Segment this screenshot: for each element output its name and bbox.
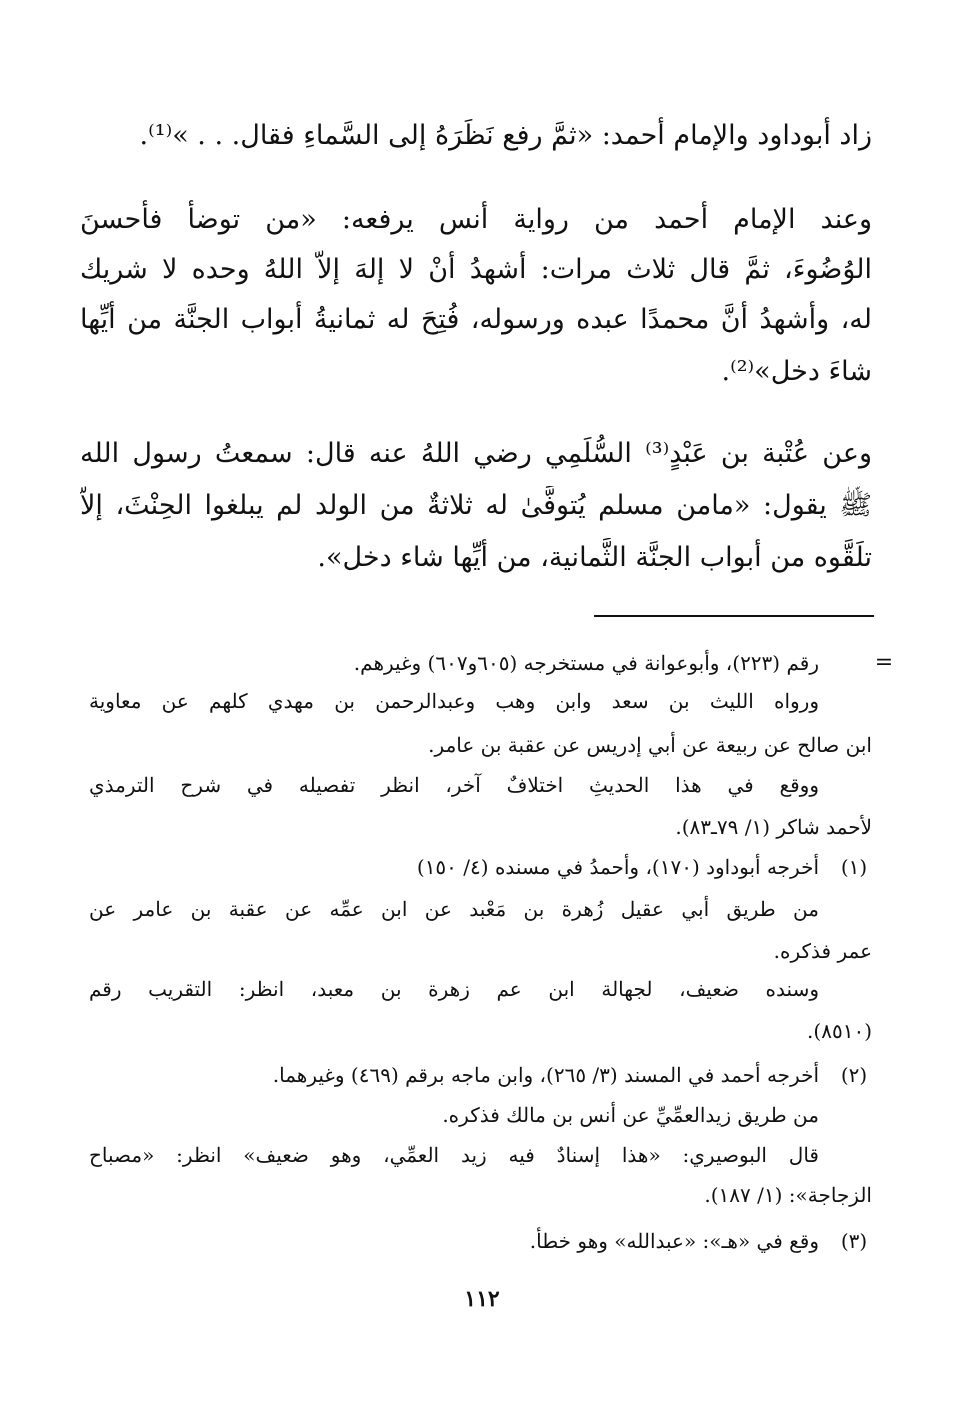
footnote-line: أخرجه أحمد في المسند (٣/ ٢٦٥)، وابن ماجه برقم (٤٦٩) وغيرهما. xyxy=(272,1063,819,1087)
footnote-line: من طريق زيدالعمِّيِّ عن أنس بن مالك فذكره. xyxy=(442,1103,819,1127)
footnote-number: (٣) xyxy=(840,1229,868,1253)
footnote-continuation-marker: = xyxy=(874,650,894,675)
footnote-line: قال البوصيري: «هذا إسنادٌ فيه زيد العمِّي، وهو ضعيف» انظر: «مصباح xyxy=(89,1143,819,1167)
main-text-line: شاءَ دخل»⁽²⁾. xyxy=(721,356,872,387)
footnote-line: (٨٥١٠). xyxy=(807,1019,872,1043)
footnote-line: عمر فذكره. xyxy=(773,939,872,963)
footnote-line: ورواه الليث بن سعد وابن وهب وعبدالرحمن بن مهدي كلهم عن معاوية xyxy=(89,689,819,713)
page-number: ١١٢ xyxy=(464,1286,500,1312)
footnote-line: الزجاجة»: (١/ ١٨٧). xyxy=(704,1183,872,1207)
main-text-line: الوُضُوءَ، ثمَّ قال ثلاث مرات: أشهدُ أنْ لا إلهَ إلاَّ اللهُ وحده لا شريك xyxy=(80,254,872,285)
main-text-line: ﷺ يقول: «مامن مسلم يُتوفَّىٰ له ثلاثةٌ من الولد لم يبلغوا الحِنْثَ، إلاَّ xyxy=(80,490,872,521)
footnote-line: لأحمد شاكر (١/ ٧٩ـ٨٣). xyxy=(675,815,872,839)
footnote-number: (٢) xyxy=(840,1063,868,1087)
footnote-separator xyxy=(594,615,874,617)
footnote-line: ووقع في هذا الحديثِ اختلافٌ آخر، انظر تفصيله في شرح الترمذي xyxy=(89,773,819,797)
footnote-number: (١) xyxy=(840,855,868,879)
main-text-line: تلَقَّوه من أبواب الجنَّة الثَّمانية، من أيِّها شاء دخل». xyxy=(317,542,872,573)
footnote-line: أخرجه أبوداود (١٧٠)، وأحمدُ في مسنده (٤/ ١٥٠) xyxy=(416,855,819,879)
main-text-line: له، وأشهدُ أنَّ محمدًا عبده ورسوله، فُتِحَ له ثمانيةُ أبواب الجنَّة من أيِّها xyxy=(80,304,872,335)
main-text-line: وعند الإمام أحمد من رواية أنس يرفعه: «من توضأ فأحسنَ xyxy=(80,204,872,235)
footnote-line: وقع في «هـ»: «عبدالله» وهو خطأ. xyxy=(529,1229,819,1253)
footnote-line: وسنده ضعيف، لجهالة ابن عم زهرة بن معبد، انظر: التقريب رقم xyxy=(89,977,819,1001)
footnote-line: ابن صالح عن ربيعة عن أبي إدريس عن عقبة بن عامر. xyxy=(428,733,872,757)
footnote-line: من طريق أبي عقيل زُهرة بن مَعْبد عن ابن عمِّه عن عقبة بن عامر عن xyxy=(89,897,819,921)
main-text-line: زاد أبوداود والإمام أحمد: «ثمَّ رفع نَظَرَهُ إلى السَّماءِ فقال. . . »⁽¹⁾. xyxy=(139,120,872,151)
main-text-line: وعن عُتْبة بن عَبْدٍ⁽³⁾ السُّلَمِي رضي اللهُ عنه قال: سمعتُ رسول الله xyxy=(80,438,872,469)
footnote-line: رقم (٢٢٣)، وأبوعوانة في مستخرجه (٦٠٥و٦٠٧) وغيرهم. xyxy=(353,651,819,675)
